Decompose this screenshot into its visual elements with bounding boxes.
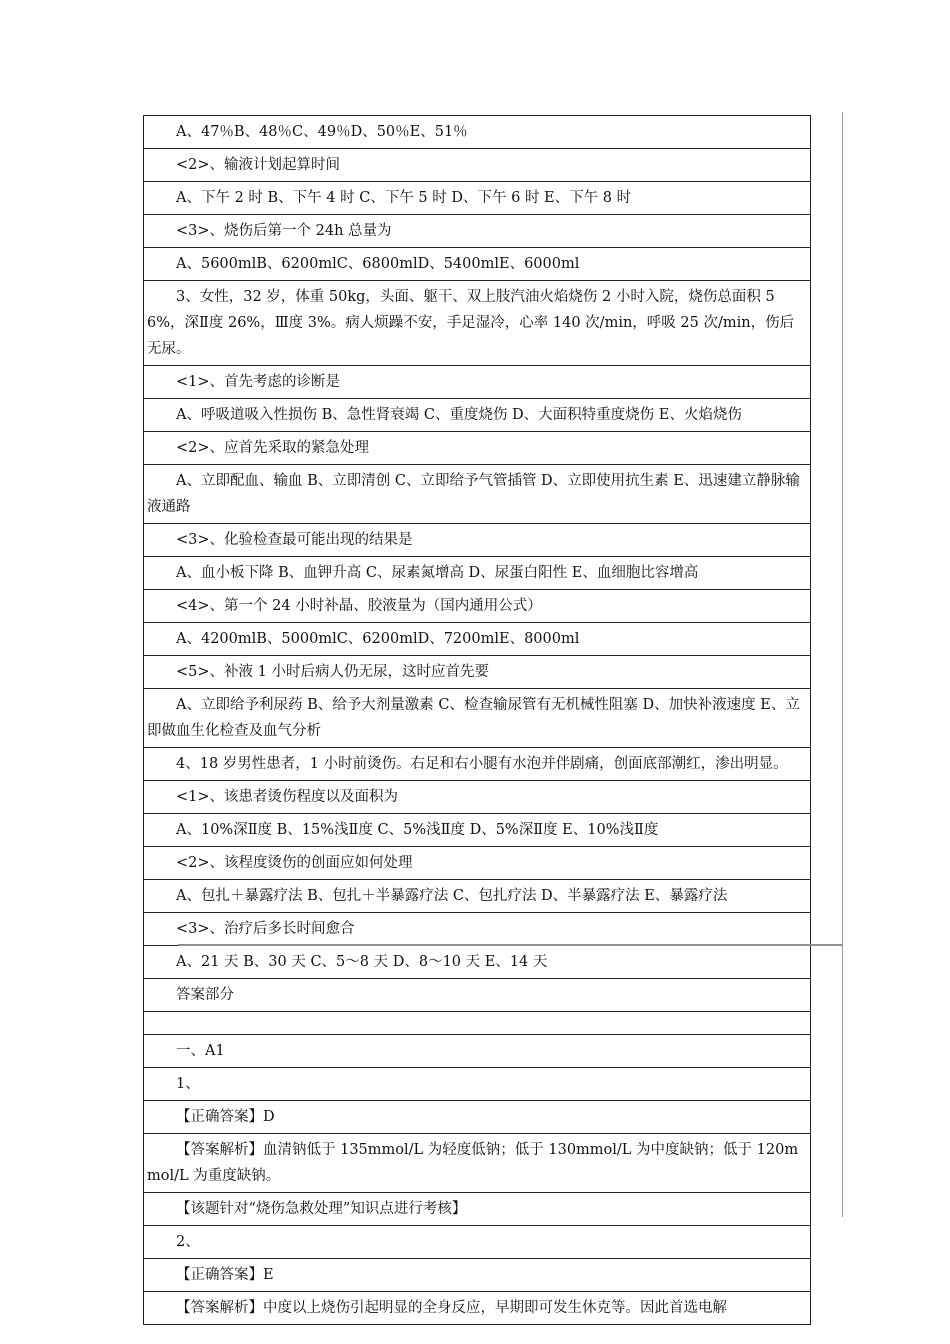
table-row [144, 656, 811, 689]
document-table [143, 115, 811, 1325]
table-row [144, 557, 811, 590]
answer-explanation: 【答案解析】血清钠低于 135mmol/L 为轻度低钠；低于 130mmol/L 为中度缺钠；低于 120mmol/L 为重度缺钠。 [144, 1134, 811, 1193]
answer-options: A、呼吸道吸入性损伤 B、急性肾衰竭 C、重度烧伤 D、大面积特重度烧伤 E、火焰烧伤 [144, 399, 811, 432]
correct-answer: 【正确答案】E [144, 1259, 811, 1292]
correct-answer: 【正确答案】D [144, 1101, 811, 1134]
table-row [144, 847, 811, 880]
answer-options: A、4200mlB、5000mlC、6200mlD、7200mlE、8000ml [144, 623, 811, 656]
table-row [144, 781, 811, 814]
question-number: 1、 [144, 1068, 811, 1101]
table-row [144, 1134, 811, 1193]
question-text: <3>、化验检查最可能出现的结果是 [144, 524, 811, 557]
answer-options: A、包扎＋暴露疗法 B、包扎＋半暴露疗法 C、包扎疗法 D、半暴露疗法 E、暴露疗法 [144, 880, 811, 913]
case-description: 3、女性，32 岁，体重 50kg，头面、躯干、双上肢汽油火焰烧伤 2 小时入院，烧伤总面积 56%，深Ⅱ度 26%，Ⅲ度 3%。病人烦躁不安，手足湿冷，心率 140 次/min，呼吸 25 次/min，伤后无尿。 [144, 281, 811, 366]
table-row [144, 913, 811, 946]
answer-explanation: 【答案解析】中度以上烧伤引起明显的全身反应，早期即可发生休克等。因此首选电解 [144, 1292, 811, 1325]
question-text: <3>、治疗后多长时间愈合 [144, 913, 811, 946]
question-text: <2>、该程度烫伤的创面应如何处理 [144, 847, 811, 880]
question-text: <4>、第一个 24 小时补晶、胶液量为（国内通用公式） [144, 590, 811, 623]
table-row [144, 524, 811, 557]
table-row [144, 814, 811, 847]
knowledge-point: 【该题针对“烧伤急救处理”知识点进行考核】 [144, 1193, 811, 1226]
answer-options: A、47％B、48％C、49％D、50％E、51％ [144, 116, 811, 149]
table-row [144, 399, 811, 432]
table-row [144, 215, 811, 248]
table-row [144, 182, 811, 215]
answer-options: A、10%深Ⅱ度 B、15%浅Ⅱ度 C、5%浅Ⅱ度 D、5%深Ⅱ度 E、10%浅Ⅱ度 [144, 814, 811, 847]
answer-options: A、5600mlB、6200mlC、6800mlD、5400mlE、6000ml [144, 248, 811, 281]
question-text: <1>、首先考虑的诊断是 [144, 366, 811, 399]
page-right-rule [842, 112, 843, 1217]
table-row [144, 1292, 811, 1325]
section-heading: 答案部分 [144, 979, 811, 1012]
answer-options: A、血小板下降 B、血钾升高 C、尿素氮增高 D、尿蛋白阳性 E、血细胞比容增高 [144, 557, 811, 590]
table-row [144, 689, 811, 748]
question-text: <1>、该患者烫伤程度以及面积为 [144, 781, 811, 814]
table-row [144, 149, 811, 182]
table-row [144, 432, 811, 465]
section-heading: 一、A1 [144, 1035, 811, 1068]
table-row [144, 1259, 811, 1292]
table-row [144, 1193, 811, 1226]
table-row [144, 623, 811, 656]
table-row [144, 979, 811, 1012]
answer-options: A、下午 2 时 B、下午 4 时 C、下午 5 时 D、下午 6 时 E、下午 8 时 [144, 182, 811, 215]
table-row [144, 590, 811, 623]
answer-options: A、21 天 B、30 天 C、5～8 天 D、8～10 天 E、14 天 [144, 946, 811, 979]
answer-options: A、立即给予利尿药 B、给予大剂量激素 C、检查输尿管有无机械性阻塞 D、加快补液速度 E、立即做血生化检查及血气分析 [144, 689, 811, 748]
table-row [144, 1226, 811, 1259]
section-divider [178, 944, 842, 946]
answer-options: A、立即配血、输血 B、立即清创 C、立即给予气管插管 D、立即使用抗生素 E、迅速建立静脉输液通路 [144, 465, 811, 524]
table-row [144, 366, 811, 399]
table-row [144, 248, 811, 281]
question-text: <3>、烧伤后第一个 24h 总量为 [144, 215, 811, 248]
table-row [144, 116, 811, 149]
table-row [144, 281, 811, 366]
table-row [144, 1101, 811, 1134]
table-row [144, 1012, 811, 1035]
question-text: <2>、应首先采取的紧急处理 [144, 432, 811, 465]
table-row [144, 748, 811, 781]
table-row [144, 880, 811, 913]
question-text: <2>、输液计划起算时间 [144, 149, 811, 182]
table-row [144, 1035, 811, 1068]
question-number: 2、 [144, 1226, 811, 1259]
table-row [144, 946, 811, 979]
blank-row [144, 1012, 811, 1035]
question-text: <5>、补液 1 小时后病人仍无尿，这时应首先要 [144, 656, 811, 689]
table-row [144, 1068, 811, 1101]
case-description: 4、18 岁男性患者，1 小时前烫伤。右足和右小腿有水泡并伴剧痛，创面底部潮红，渗出明显。 [144, 748, 811, 781]
table-row [144, 465, 811, 524]
